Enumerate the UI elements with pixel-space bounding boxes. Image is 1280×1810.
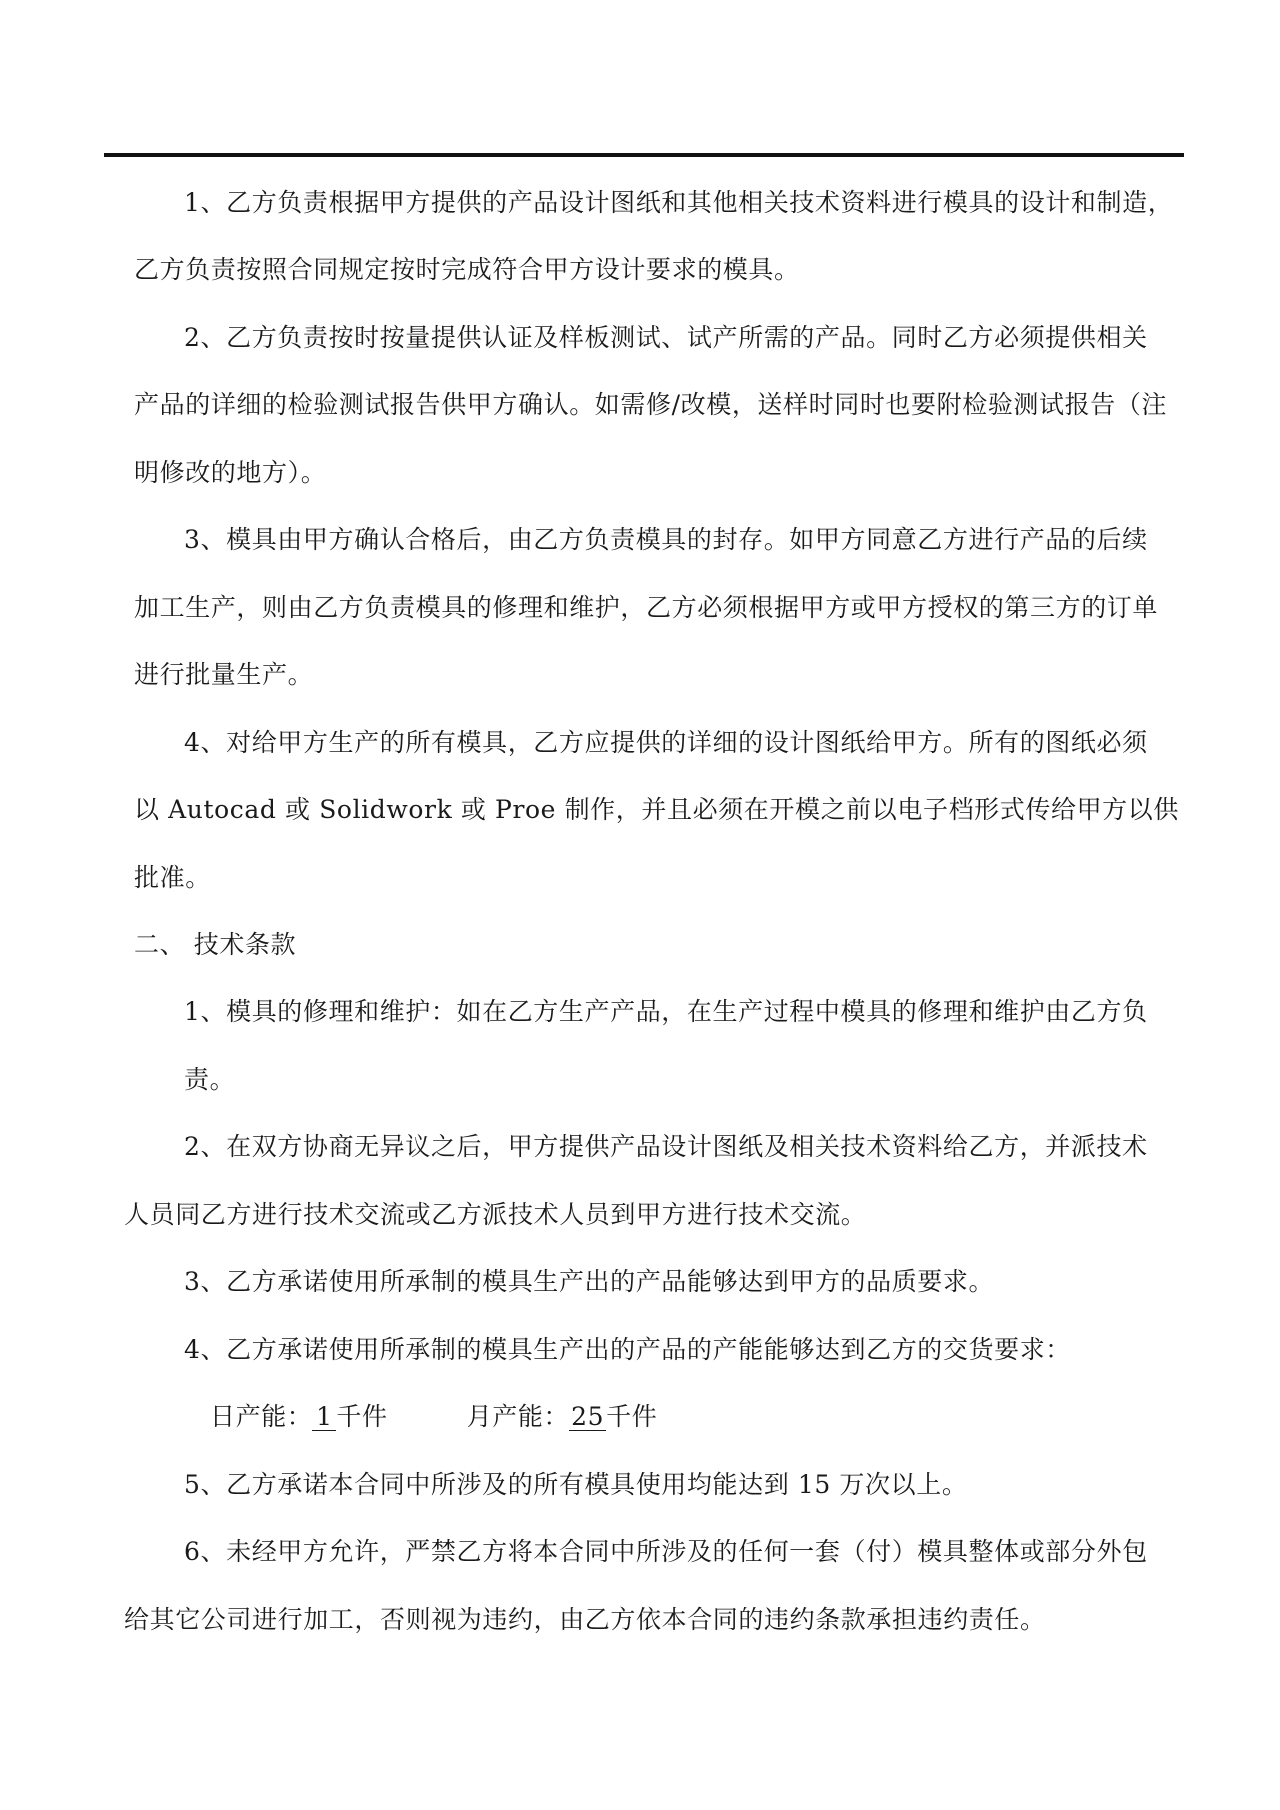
daily-capacity-value: 1 [312,1404,336,1431]
clause-4-line-1: 4、对给甲方生产的所有模具，乙方应提供的详细的设计图纸给甲方。所有的图纸必须 [184,728,1148,757]
tech-clause-6-line-1: 6、未经甲方允许，严禁乙方将本合同中所涉及的任何一套（付）模具整体或部分外包 [184,1537,1148,1566]
tech-clause-5: 5、乙方承诺本合同中所涉及的所有模具使用均能达到 15 万次以上。 [184,1470,968,1499]
daily-capacity-label: 日产能： [210,1402,313,1431]
clause-1-line-1: 1、乙方负责根据甲方提供的产品设计图纸和其他相关技术资料进行模具的设计和制造， [184,188,1174,217]
tech-clause-6-line-2: 给其它公司进行加工，否则视为违约，由乙方依本合同的违约条款承担违约责任。 [124,1605,1046,1634]
clause-4-line-2: 以 Autocad 或 Solidwork 或 Proe 制作，并且必须在开模之前以电子档形式传给甲方以供 [134,795,1179,824]
tech-clause-1-line-1: 1、模具的修理和维护：如在乙方生产产品，在生产过程中模具的修理和维护由乙方负 [184,997,1148,1026]
monthly-capacity-label: 月产能： [466,1402,570,1431]
clause-3-line-1: 3、模具由甲方确认合格后，由乙方负责模具的封存。如甲方同意乙方进行产品的后续 [184,525,1148,554]
monthly-capacity-unit: 千件 [606,1402,658,1431]
tech-clause-2-line-1: 2、在双方协商无异议之后，甲方提供产品设计图纸及相关技术资料给乙方，并派技术 [184,1132,1148,1161]
header-rule [104,153,1184,157]
clause-2-line-1: 2、乙方负责按时按量提供认证及样板测试、试产所需的产品。同时乙方必须提供相关 [184,323,1148,352]
clause-4-line-3: 批准。 [134,863,211,892]
monthly-capacity-value: 25 [571,1402,605,1431]
clause-3-line-3: 进行批量生产。 [134,660,314,689]
clause-3-line-2: 加工生产，则由乙方负责模具的修理和维护，乙方必须根据甲方或甲方授权的第三方的订单 [134,593,1159,622]
tech-clause-4: 4、乙方承诺使用所承制的模具生产出的产品的产能能够达到乙方的交货要求： [184,1335,1071,1364]
tech-clause-3: 3、乙方承诺使用所承制的模具生产出的产品能够达到甲方的品质要求。 [184,1267,995,1296]
daily-capacity-unit: 千件 [336,1402,388,1431]
clause-2-line-2: 产品的详细的检验测试报告供甲方确认。如需修/改模，送样时同时也要附检验测试报告（注 [134,390,1168,419]
clause-1-line-2: 乙方负责按照合同规定按时完成符合甲方设计要求的模具。 [134,255,800,284]
tech-clause-1-line-2: 责。 [184,1065,236,1094]
tech-clause-2-line-2: 人员同乙方进行技术交流或乙方派技术人员到甲方进行技术交流。 [124,1200,867,1229]
section-heading-technical-terms: 二、 技术条款 [134,930,297,959]
capacity-line [210,1401,657,1433]
clause-2-line-3: 明修改的地方）。 [134,458,327,487]
